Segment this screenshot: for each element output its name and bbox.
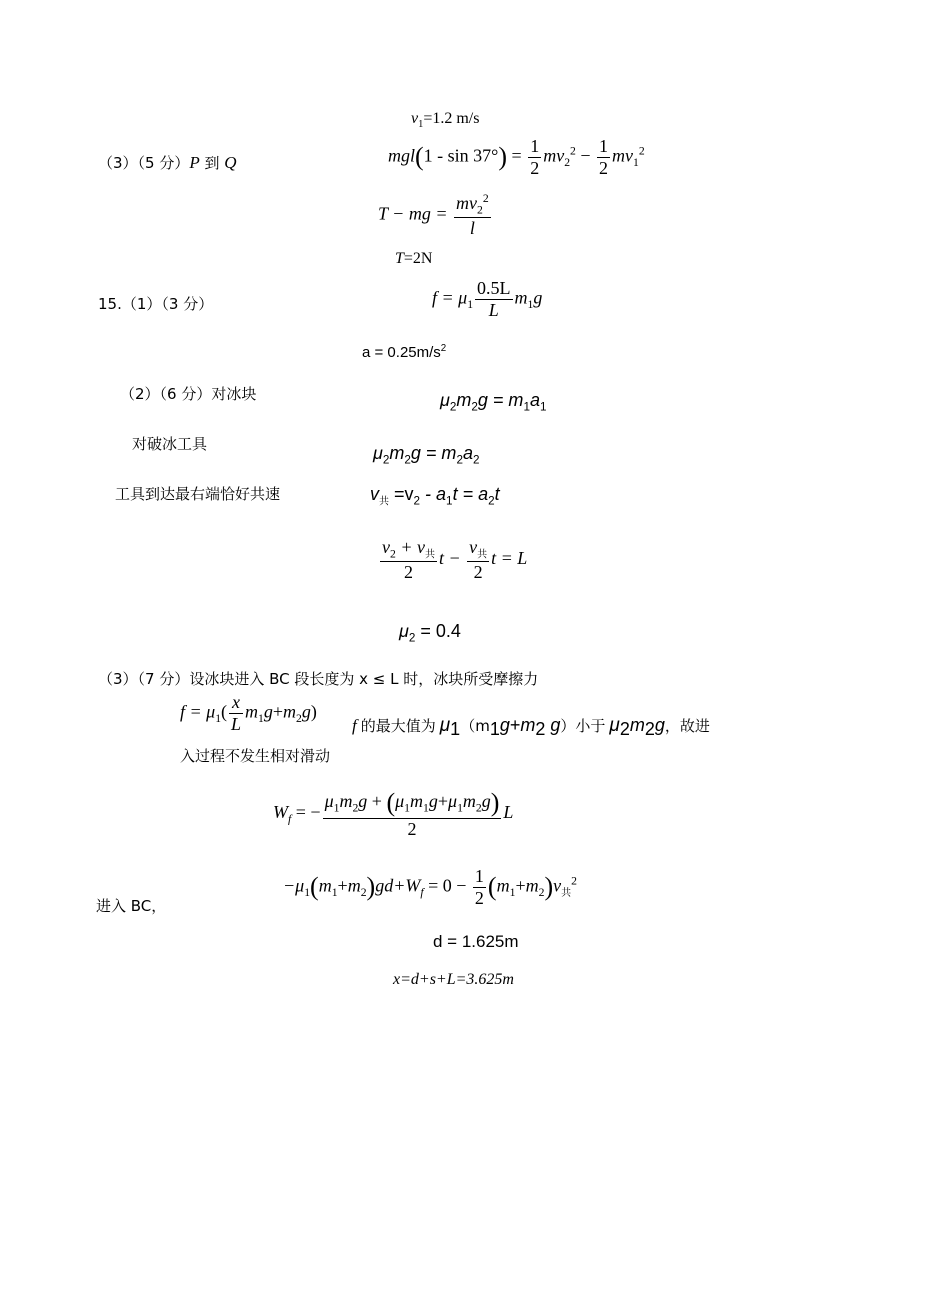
common-velocity-equation: $v_共 =v_2 - a_1t = a_2t$ — [370, 484, 500, 508]
friction-x-equation: $f = \mu_1$( $\frac{x}{L}$ $m_1g+m_2g$) — [180, 692, 317, 734]
mu2-result: $\mu_2 = 0.4$ — [399, 621, 461, 645]
energy-equation: mgl(1 - sin 37°) = $\frac{1}{2}$ $mv_2^2$ − $\frac{1}{2}$ $mv_1^2$ — [388, 136, 645, 178]
fraction-half: $\frac{1}{2}$ — [530, 136, 540, 178]
v1-result: $v_1=1.2$ m/s — [411, 110, 480, 131]
acceleration-result: $a = 0.25m/s^2$ — [362, 343, 447, 361]
tension-equation: T − mg = $\frac{mv_2^2}{l}$ — [378, 192, 489, 239]
friction-max-text: f 的最大值为 $\mu_1(m_1g+m_2$ g）小于 $\mu_2m_2g$，故进 — [352, 715, 710, 740]
part3-p-label: （3）（5 分）P 到 Q — [98, 153, 237, 172]
tool-equation: $\mu_2m_2g = m_2a_2$ — [373, 443, 480, 467]
no-slip-text: 入过程不发生相对滑动 — [180, 747, 331, 765]
tool-label: 对破冰工具 — [132, 435, 208, 453]
work-friction-equation: $W_f$ = − $\frac{\mu_1m_2g + (\mu_1m_1g+\mu_1m_2g)}{2}$ L — [273, 788, 514, 839]
displacement-equation: $\frac{v_2 + v_共}{2}$ t − $\frac{v_共}{2}$ t = L — [382, 537, 528, 583]
part2-label: （2）（6 分）对冰块 — [120, 385, 257, 403]
tension-result: T=2N — [395, 250, 433, 267]
fraction-half-2: $\frac{1}{2}$ — [599, 136, 609, 178]
energy-bc-equation: $-\mu_1(m_1+m_2)gd+W_f = 0$ − $\frac{1}{2}$ $(m_1+m_2)v_共^2$ — [283, 866, 577, 908]
common-velocity-label: 工具到达最右端恰好共速 — [115, 485, 281, 503]
distance-result: d = 1.625m — [433, 932, 519, 951]
part3-label: （3）（7 分）设冰块进入 BC 段长度为 x ≤ L 时，冰块所受摩擦力 — [98, 670, 539, 688]
friction-equation: $f = \mu_1$ $\frac{0.5L}{L}$ $m_1g$ — [432, 278, 543, 320]
enter-bc-label: 进入 BC， — [96, 897, 167, 915]
question-15-label: 15.（1）（3 分） — [98, 295, 214, 313]
x-result: x=d+s+L=3.625m — [393, 971, 514, 988]
ice-block-equation: $\mu_2m_2g = m_1a_1$ — [440, 390, 547, 414]
